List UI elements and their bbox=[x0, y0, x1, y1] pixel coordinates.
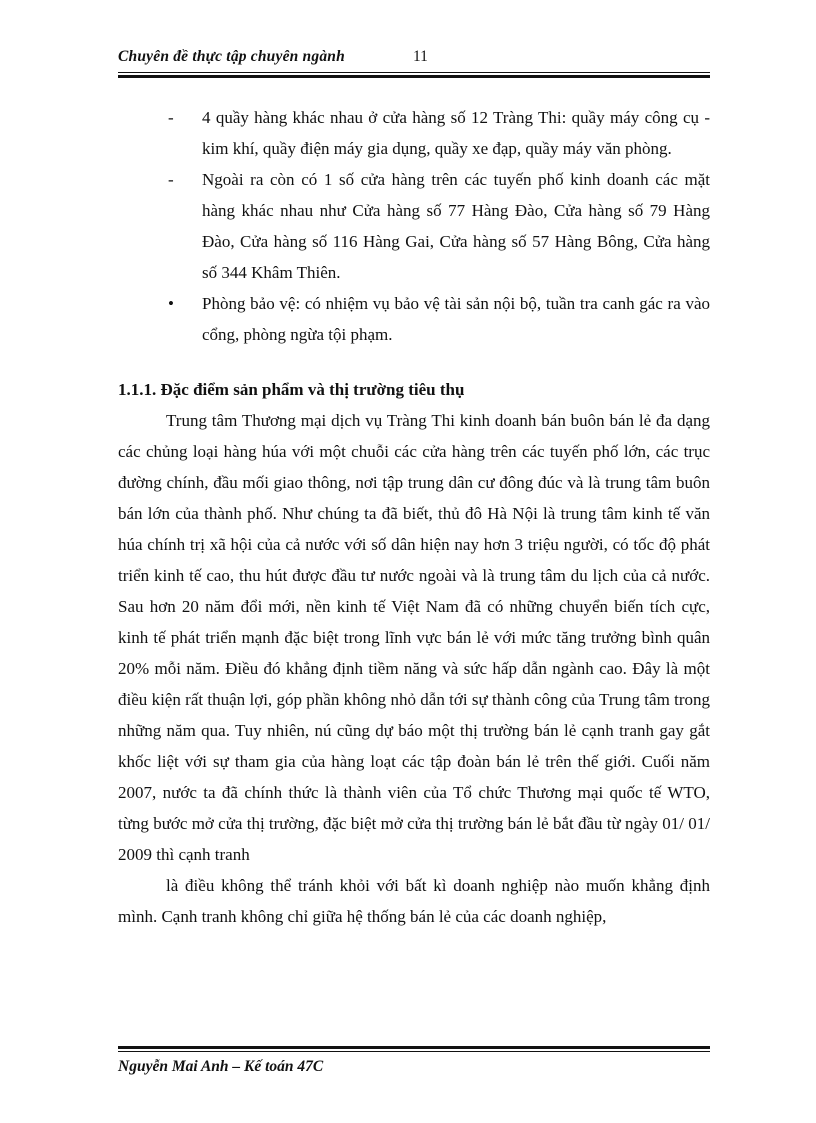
bullet-marker: • bbox=[168, 294, 174, 313]
list-item bbox=[118, 288, 710, 350]
body-paragraph: Trung tâm Thương mại dịch vụ Tràng Thi kinh doanh bán buôn bán lẻ đa dạng các chủng loại hàng húa với một chuỗi các cửa hàng trên các tuyến phố lớn, các trục đường chính, đầu mối giao thông, nơi tập trung dân cư đông đúc và là trung tâm buôn bán lớn của thành phố. Như chúng ta đã biết, thủ đô Hà Nội là trung tâm kinh tế văn húa chính trị xã hội của cả nước với số dân hiện nay hơn 3 triệu người, có tốc độ phát triển kinh tế cao, thu hút được đầu tư nước ngoài và là trung tâm du lịch của cả nước. Sau hơn 20 năm đổi mới, nền kinh tế Việt Nam đã có những chuyển biến tích cực, kinh tế phát triển mạnh đặc biệt trong lĩnh vực bán lẻ với mức tăng trưởng bình quân 20% mỗi năm. Điều đó khẳng định tiềm năng và sức hấp dẫn ngành cao. Đây là một điều kiện rất thuận lợi, góp phần không nhỏ dẫn tới sự thành công của Trung tâm trong những năm qua. Tuy nhiên, nú cũng dự báo một thị trường bán lẻ cạnh tranh gay gắt khốc liệt với sự tham gia của hàng loạt các tập đoàn bán lẻ trên thế giới. Cuối năm 2007, nước ta đã chính thức là thành viên của Tổ chức Thương mại quốc tế WTO, từng bước mở cửa thị trường, đặc biệt mở cửa thị trường bán lẻ bắt đầu từ ngày 01/ 01/ 2009 thì cạnh tranh bbox=[118, 411, 710, 864]
body-paragraph: là điều không thể tránh khỏi với bất kì doanh nghiệp nào muốn khẳng định mình. Cạnh tranh không chỉ giữa hệ thống bán lẻ của các doanh nghiệp, bbox=[118, 876, 710, 926]
document-body bbox=[118, 102, 710, 932]
header-rule-thin bbox=[118, 72, 710, 73]
section-heading: 1.1.1. Đặc điểm sản phẩm và thị trường tiêu thụ bbox=[118, 380, 465, 399]
footer-author: Nguyễn Mai Anh – Kế toán 47C bbox=[118, 1058, 324, 1075]
footer-rule-thick bbox=[118, 1046, 710, 1049]
list-item bbox=[118, 164, 710, 288]
list-item-text: Ngoài ra còn có 1 số cửa hàng trên các tuyến phố kinh doanh các mặt hàng khác nhau như Cửa hàng số 77 Hàng Đào, Cửa hàng số 79 Hàng Đào, Cửa hàng số 116 Hàng Gai, Cửa hàng số 57 Hàng Bông, Cửa hàng số 344 Khâm Thiên. bbox=[202, 170, 710, 282]
footer-rule-thin bbox=[118, 1051, 710, 1052]
header-title: Chuyên đề thực tập chuyên ngành bbox=[118, 48, 345, 65]
page-number: 11 bbox=[413, 48, 428, 65]
list-item-text: Phòng bảo vệ: có nhiệm vụ bảo vệ tài sản nội bộ, tuần tra canh gác ra vào cổng, phòng ngừa tội phạm. bbox=[202, 294, 710, 344]
page-header bbox=[118, 46, 710, 68]
header-rule-thick bbox=[118, 75, 710, 78]
list-item bbox=[118, 102, 710, 164]
list-item-text: 4 quầy hàng khác nhau ở cửa hàng số 12 Tràng Thi: quầy máy công cụ - kim khí, quầy điện máy gia dụng, quầy xe đạp, quầy máy văn phòng. bbox=[202, 108, 710, 158]
dash-marker: - bbox=[168, 170, 174, 189]
dash-marker: - bbox=[168, 108, 174, 127]
